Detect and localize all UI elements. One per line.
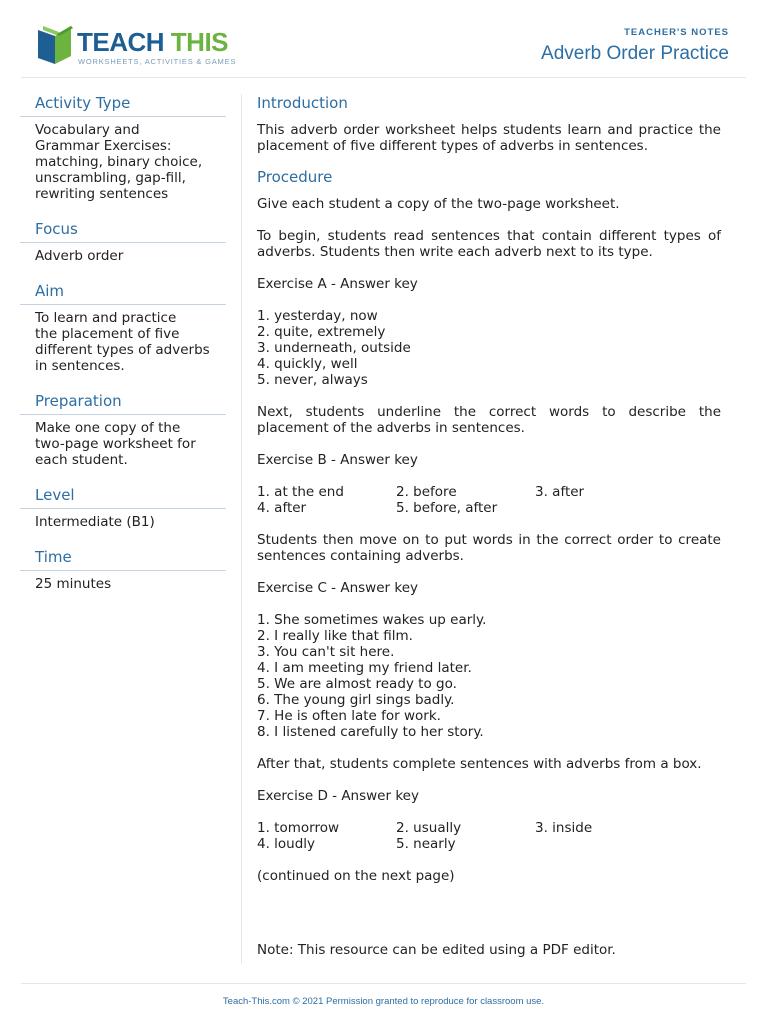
sidebar-section-preparation (20, 392, 226, 468)
answer-cell: 3. after (535, 484, 585, 500)
sidebar-body: Adverb order (35, 248, 124, 264)
exercise-c-label: Exercise C - Answer key (257, 580, 418, 596)
sidebar (20, 94, 226, 610)
answer-cell: 2. usually (396, 820, 462, 836)
logo-wordmark: TEACH THIS (77, 27, 229, 57)
logo-tagline: WORKSHEETS, ACTIVITIES & GAMES (78, 57, 237, 66)
sidebar-body: Make one copy of the two-page worksheet for each student. (35, 420, 196, 468)
introduction-heading: Introduction (257, 94, 348, 112)
sidebar-heading: Level (20, 486, 226, 509)
answer-line: 1. She sometimes wakes up early. (257, 612, 487, 628)
answer-cell (535, 836, 674, 852)
answer-line: 3. You can't sit here. (257, 644, 395, 660)
answer-cell: 5. nearly (396, 836, 456, 852)
answer-line: 2. quite, extremely (257, 324, 386, 340)
main-content (257, 94, 721, 958)
sidebar-heading: Activity Type (20, 94, 226, 117)
sidebar-section-level (20, 486, 226, 530)
sidebar-section-focus (20, 220, 226, 264)
sidebar-section-activity-type (20, 94, 226, 202)
answer-line: 5. never, always (257, 372, 368, 388)
sidebar-section-aim (20, 282, 226, 374)
teachers-notes-label: TEACHER'S NOTES (624, 27, 729, 38)
procedure-paragraph: Students then move on to put words in the correct order to create sentences containing adverbs. (257, 532, 721, 564)
answer-cell: 5. before, after (396, 500, 498, 516)
answer-line: 1. yesterday, now (257, 308, 378, 324)
introduction-text: This adverb order worksheet helps students learn and practice the placement of five different types of adverbs in sentences. (257, 122, 721, 154)
page-footer (21, 983, 746, 1007)
procedure-paragraph: After that, students complete sentences with adverbs from a box. (257, 756, 702, 772)
answer-line: 2. I really like that film. (257, 628, 413, 644)
column-divider (241, 94, 242, 964)
answer-cell: 1. tomorrow (257, 820, 340, 836)
answer-cell (535, 500, 674, 516)
answer-line: 4. I am meeting my friend later. (257, 660, 472, 676)
answer-row (257, 484, 721, 500)
sidebar-body: To learn and practice the placement of five different types of adverbs in sentences. (35, 310, 210, 374)
sidebar-heading: Aim (20, 282, 226, 305)
exercise-d-label: Exercise D - Answer key (257, 788, 419, 804)
answer-line: 6. The young girl sings badly. (257, 692, 455, 708)
answer-line: 4. quickly, well (257, 356, 358, 372)
sidebar-heading: Preparation (20, 392, 226, 415)
teach-this-logo (35, 22, 235, 70)
answer-line: 7. He is often late for work. (257, 708, 441, 724)
sidebar-heading: Time (20, 548, 226, 571)
answer-row (257, 820, 721, 836)
sidebar-section-time (20, 548, 226, 592)
exercise-a-label: Exercise A - Answer key (257, 276, 418, 292)
book-icon (35, 22, 75, 66)
answer-row (257, 836, 721, 852)
exercise-b-label: Exercise B - Answer key (257, 452, 418, 468)
page-header (21, 0, 746, 78)
procedure-heading: Procedure (257, 168, 333, 186)
copyright-text: Teach-This.com © 2021 Permission granted to reproduce for classroom use. (222, 996, 545, 1007)
procedure-paragraph: Give each student a copy of the two-page worksheet. (257, 196, 620, 212)
sidebar-heading: Focus (20, 220, 226, 243)
procedure-paragraph: Next, students underline the correct words to describe the placement of the adverbs in sentences. (257, 404, 721, 436)
page-title: Adverb Order Practice (541, 43, 729, 64)
answer-line: 8. I listened carefully to her story. (257, 724, 484, 740)
answer-cell: 4. after (257, 500, 307, 516)
answer-cell: 3. inside (535, 820, 593, 836)
answer-line: 3. underneath, outside (257, 340, 411, 356)
procedure-paragraph: To begin, students read sentences that contain different types of adverbs. Students then write each adverb next to its type. (257, 228, 721, 260)
answer-cell: 1. at the end (257, 484, 344, 500)
answer-cell: 2. before (396, 484, 457, 500)
answer-line: 5. We are almost ready to go. (257, 676, 457, 692)
answer-row (257, 500, 721, 516)
continued-note: (continued on the next page) (257, 868, 455, 884)
sidebar-body: 25 minutes (35, 576, 112, 592)
answer-cell: 4. loudly (257, 836, 316, 852)
sidebar-body: Vocabulary and Grammar Exercises: matching, binary choice, unscrambling, gap-fill, rewriting sentences (35, 122, 203, 202)
pdf-editor-note: Note: This resource can be edited using a PDF editor. (257, 942, 616, 958)
sidebar-body: Intermediate (B1) (35, 514, 155, 530)
